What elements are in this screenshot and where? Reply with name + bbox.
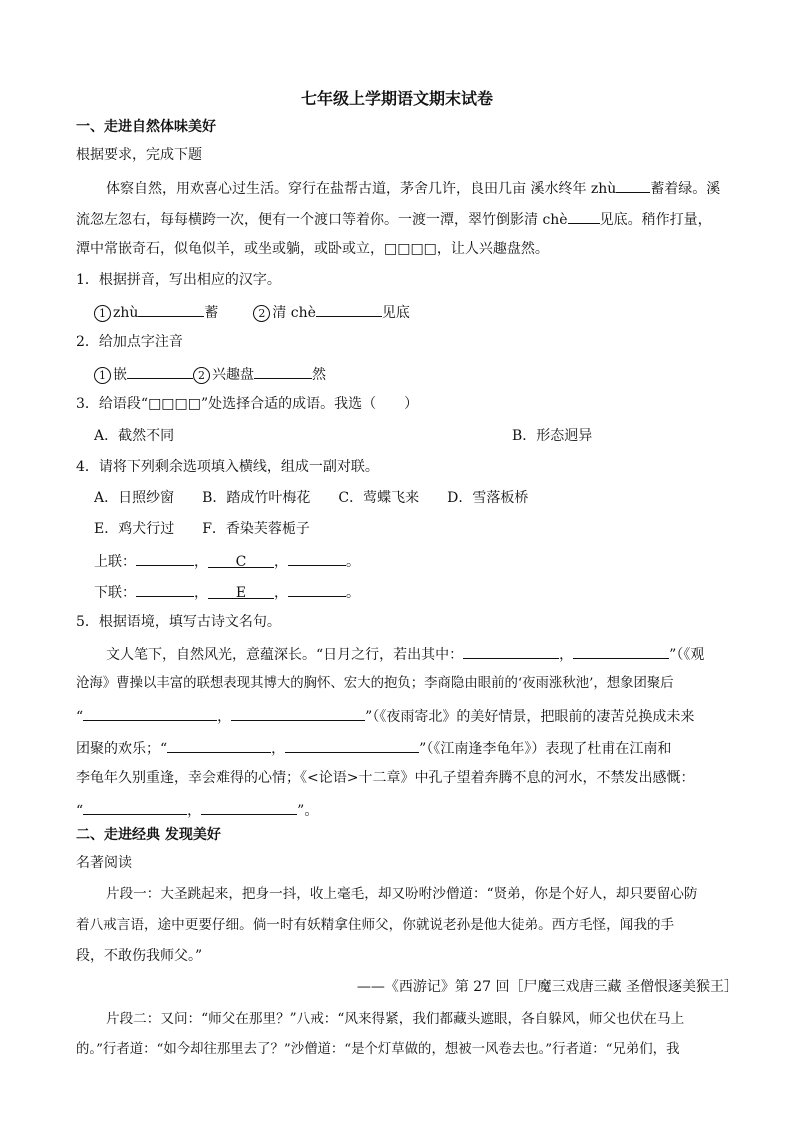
- answer-blank[interactable]: [127, 363, 193, 379]
- circled-number: 2: [193, 367, 210, 384]
- circled-number: 2: [253, 305, 270, 322]
- answer-blank[interactable]: [463, 643, 559, 659]
- section-1-heading: 一、走进自然体味美好: [76, 119, 216, 135]
- question-3-options: [94, 426, 714, 446]
- answer-blank[interactable]: [136, 581, 194, 597]
- upper-couplet: 上联： ， C ， 。: [94, 550, 360, 572]
- section-1-intro: 根据要求，完成下题: [76, 147, 202, 163]
- answer-blank[interactable]: [288, 550, 346, 566]
- answer-blank[interactable]: [573, 643, 669, 659]
- q5-line-4: 团聚的欢乐；“ ， ”（《江南逢李龟年》）表现了杜甫在江南和: [76, 737, 671, 759]
- question-1-blanks: 1 zhù 蓄 2 清 chè 见底: [94, 301, 410, 323]
- passage-line-3: 潭中常嵌奇石，似龟似羊，或坐或躺，或卧或立，□□□□，让人兴趣盘然。: [76, 241, 549, 257]
- fragment-2-line-2: 的。”行者道：“如今却往那里去了？”沙僧道：“是个灯草做的，想被一风卷去也。”行者道：“兄弟们，我: [76, 1042, 680, 1057]
- answer-blank[interactable]: [138, 301, 204, 317]
- blank-zhu[interactable]: [616, 177, 650, 193]
- answer-blank[interactable]: [167, 737, 271, 753]
- section-2-intro: 名著阅读: [76, 855, 132, 871]
- fragment-2-line-1: 片段二：又问：“师父在那里？”八戒：“风来得紧，我们都藏头遮眼，各自躲风，师父也伏在马上: [106, 1011, 685, 1027]
- passage-line-1: 体察自然，用欢喜心过生活。穿行在盐帮古道，茅舍几许，良田几亩 溪水终年 zhù 蓄着绿。溪: [106, 177, 720, 199]
- question-5: 5．根据语境，填写古诗文名句。: [76, 614, 281, 630]
- q5-line-1: 文人笔下，自然风光，意蕴深长。“日月之行，若出其中： ， ”（《观: [106, 643, 704, 665]
- section-2-heading: 二、走进经典 发现美好: [76, 827, 221, 843]
- answer-blank[interactable]: [201, 799, 297, 815]
- answer-blank[interactable]: [231, 705, 365, 721]
- q5-line-6: “ ， ”。: [76, 799, 318, 821]
- answer-blank-filled[interactable]: E: [208, 583, 274, 599]
- circled-number: 1: [94, 367, 111, 384]
- fragment-1-source: ——《西游记》第 27 回［尸魔三戏唐三藏 圣僧恨逐美猴王］: [356, 979, 738, 995]
- circled-number: 1: [94, 305, 111, 322]
- fragment-1-line-3: 段，不敢伤我师父。”: [76, 948, 203, 964]
- option-a[interactable]: A．截然不同: [94, 428, 175, 444]
- q5-line-5: 李龟年久别重逢，幸会难得的心情；《<论语>十二章》中孔子望着奔腾不息的河水，不禁发出感慨：: [76, 770, 695, 786]
- answer-blank[interactable]: [254, 363, 312, 379]
- page-title: 七年级上学期语文期末试卷: [300, 89, 493, 108]
- answer-blank[interactable]: [316, 301, 382, 317]
- q5-line-2: 沧海》曹操以丰富的联想表现其博大的胸怀、宏大的抱负；李商隐由眼前的‘夜雨涨秋池’，想象团聚后: [76, 676, 674, 691]
- lower-couplet: 下联： ， E ， 。: [94, 581, 360, 603]
- option-b[interactable]: B．形态迥异: [512, 428, 593, 444]
- fragment-1-line-1: 片段一：大圣跳起来，把身一抖，收上毫毛，却又吩咐沙僧道：“贤弟，你是个好人，却只要留心防: [106, 886, 698, 902]
- answer-blank[interactable]: [285, 737, 419, 753]
- question-2: 2．给加点字注音: [76, 334, 183, 350]
- answer-blank[interactable]: [83, 705, 217, 721]
- passage-line-2: 流忽左忽右，每每横跨一次，便有一个渡口等着你。一渡一潭，翠竹倒影清 chè 见底。稍作打量，: [76, 208, 712, 230]
- question-2-blanks: 1 嵌 2 兴趣盘 然: [94, 363, 326, 385]
- answer-blank[interactable]: [83, 799, 187, 815]
- answer-blank[interactable]: [136, 550, 194, 566]
- question-4: 4．请将下列剩余选项填入横线，组成一副对联。: [76, 459, 379, 475]
- question-3: 3．给语段“□□□□”处选择合适的成语。我选（ ）: [76, 396, 419, 412]
- question-4-options-row-1: A．日照纱窗 B．踏成竹叶梅花 C．莺蝶飞来 D．雪落板桥: [94, 490, 529, 506]
- question-4-options-row-2: E．鸡犬行过 F．香染芙蓉栀子: [94, 521, 310, 537]
- fragment-1-line-2: 着八戒言语，途中更要仔细。倘一时有妖精拿住师父，你就说老孙是他大徒弟。西方毛怪，闻我的手: [76, 917, 675, 933]
- q5-line-3: “ ， ”（《夜雨寄北》的美好情景，把眼前的凄苦兑换成未来: [76, 705, 694, 727]
- answer-blank[interactable]: [288, 581, 346, 597]
- question-1: 1．根据拼音，写出相应的汉字。: [76, 272, 281, 288]
- blank-che[interactable]: [568, 208, 600, 224]
- answer-blank-filled[interactable]: C: [208, 552, 274, 568]
